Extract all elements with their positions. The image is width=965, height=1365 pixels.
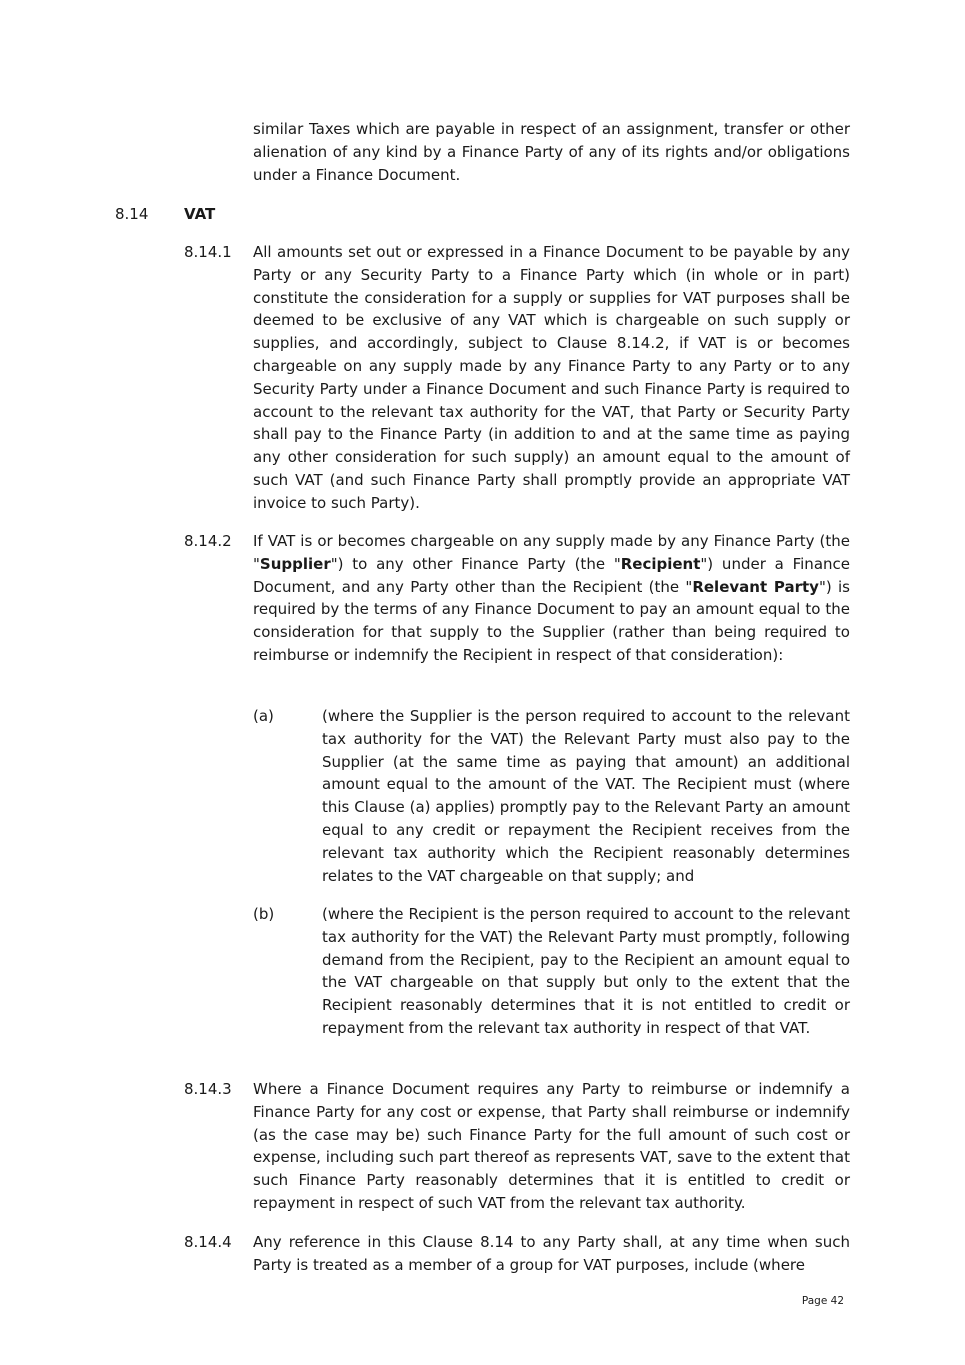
clause-text-part: If VAT is or becomes chargeable on any supply made by any Finance Party (the ": [253, 532, 850, 573]
clause-8-14-4-number: 8.14.4: [184, 1233, 232, 1251]
subclause-a-label: (a): [253, 707, 274, 725]
subclause-a-text: (where the Supplier is the person required to account to the relevant tax authority for the VAT) the Relevant Party must also pay to the Supplier (at the same time as paying that amount) an additional amount equal to the amount of the VAT. The Recipient must (where this Clause (a) applies) promptly pay to the Relevant Party an amount equal to any credit or repayment the Recipient receives from the relevant tax authority which the Recipient reasonably determines relates to the VAT chargeable on that supply; and: [322, 707, 850, 885]
clause-8-14-2-number: 8.14.2: [184, 532, 232, 550]
subclause-b-label: (b): [253, 905, 275, 923]
defined-term-recipient: Recipient: [620, 554, 701, 573]
clause-text-part: ") to any other Finance Party (the ": [330, 554, 621, 573]
section-number: 8.14: [115, 205, 149, 223]
clause-8-14-4-text: Any reference in this Clause 8.14 to any Party shall, at any time when such Party is treated as a member of a group for VAT purposes, include (where: [253, 1233, 850, 1274]
clause-8-14-2-text: [253, 530, 850, 667]
clause-8-14-1-text: All amounts set out or expressed in a Finance Document to be payable by any Party or any Security Party to a Finance Party which (in whole or in part) constitute the consideration for a supply or supplies for VAT purposes shall be deemed to be exclusive of any VAT which is chargeable on such supply or supplies, and accordingly, subject to Clause 8.14.2, if VAT is or becomes chargeable on any supply made by any Finance Party to any Party or to any Security Party under a Finance Document and such Finance Party is required to account to the relevant tax authority for the VAT, that Party or Security Party shall pay to the Finance Party (in addition to and at the same time as paying any other consideration for such supply) an amount equal to the amount of such VAT (and such Finance Party shall promptly provide an appropriate VAT invoice to such Party).: [253, 243, 850, 512]
clause-8-14-1-number: 8.14.1: [184, 243, 232, 261]
clause-text-part: ") is required by the terms of any Finance Document to pay an amount equal to the consideration for that supply to the Supplier (rather than being required to reimburse or indemnify the Recipient in respect of that consideration):: [253, 577, 851, 664]
defined-term-relevant-party: Relevant Party: [692, 577, 819, 596]
page-number: Page 42: [801, 1295, 844, 1307]
section-title: VAT: [184, 205, 216, 223]
clause-8-14-3-number: 8.14.3: [184, 1080, 232, 1098]
subclause-b-text: (where the Recipient is the person required to account to the relevant tax authority for the VAT) the Relevant Party must promptly, following demand from the Recipient, pay to the Recipient an amount equal to the VAT chargeable on that supply but only to the extent that the Recipient reasonably determines that it is not entitled to credit or repayment from the relevant tax authority in respect of that VAT.: [322, 905, 850, 1037]
clause-8-14-3-text: Where a Finance Document requires any Party to reimburse or indemnify a Finance Party for any cost or expense, that Party shall reimburse or indemnify (as the case may be) such Finance Party for the full amount of such cost or expense, including such part thereof as represents VAT, save to the extent that such Finance Party reasonably determines that it is entitled to credit or repayment in respect of such VAT from the relevant tax authority.: [253, 1080, 850, 1212]
clause-text-part: ") under a Finance Document, and any Party other than the Recipient (the ": [253, 554, 850, 596]
intro-paragraph: similar Taxes which are payable in respect of an assignment, transfer or other alienation of any kind by a Finance Party of any of its rights and/or obligations under a Finance Document.: [253, 120, 850, 184]
defined-term-supplier: Supplier: [259, 554, 331, 573]
